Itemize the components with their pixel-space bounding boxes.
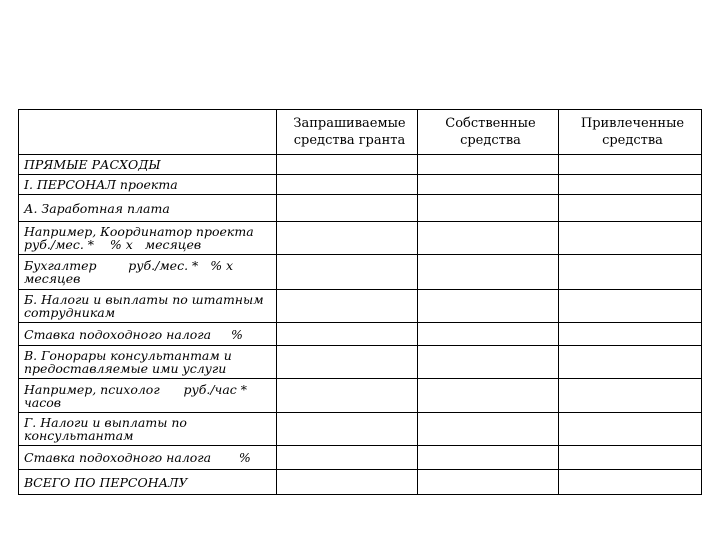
table-row (19, 195, 702, 222)
row-label-accountant: Бухгалтер руб./мес. * % х месяцев (19, 255, 277, 290)
attracted-cell[interactable] (559, 255, 702, 290)
row-label-coordinator: Например, Координатор проекта руб./мес. * % х месяцев (19, 222, 277, 255)
own-cell[interactable] (418, 379, 559, 413)
grant-cell[interactable] (277, 222, 418, 255)
attracted-cell[interactable] (559, 222, 702, 255)
table-row (19, 323, 702, 346)
header-row (19, 110, 702, 155)
row-label-personnel: I. ПЕРСОНАЛ проекта (19, 175, 277, 195)
own-cell[interactable] (418, 446, 559, 470)
budget-table (18, 109, 702, 495)
attracted-cell[interactable] (559, 195, 702, 222)
grant-cell[interactable] (277, 323, 418, 346)
row-label-direct-costs: ПРЯМЫЕ РАСХОДЫ (19, 155, 277, 175)
grant-cell[interactable] (277, 379, 418, 413)
header-cell-label (19, 110, 277, 155)
grant-cell[interactable] (277, 446, 418, 470)
grant-cell[interactable] (277, 175, 418, 195)
grant-cell[interactable] (277, 290, 418, 323)
attracted-cell[interactable] (559, 290, 702, 323)
table-row (19, 222, 702, 255)
table-row (19, 446, 702, 470)
grant-cell[interactable] (277, 413, 418, 446)
grant-cell[interactable] (277, 470, 418, 495)
row-label-consultant-taxes: Г. Налоги и выплаты по консультантам (19, 413, 277, 446)
own-cell[interactable] (418, 195, 559, 222)
table-row (19, 290, 702, 323)
grant-cell[interactable] (277, 155, 418, 175)
attracted-cell[interactable] (559, 346, 702, 379)
header-cell-own-funds: Собственные средства (418, 110, 559, 155)
attracted-cell[interactable] (559, 155, 702, 175)
row-label-salary: А. Заработная плата (19, 195, 277, 222)
row-label-consultant-fees: В. Гонорары консультантам и предоставляемые ими услуги (19, 346, 277, 379)
header-cell-grant-funds: Запрашиваемые средства гранта (277, 110, 418, 155)
attracted-cell[interactable] (559, 413, 702, 446)
table-row (19, 470, 702, 495)
own-cell[interactable] (418, 470, 559, 495)
row-label-income-tax-rate-consultants: Ставка подоходного налога % (19, 446, 277, 470)
attracted-cell[interactable] (559, 446, 702, 470)
row-label-staff-taxes: Б. Налоги и выплаты по штатным сотрудникам (19, 290, 277, 323)
table-row (19, 155, 702, 175)
row-label-psychologist: Например, психолог руб./час * часов (19, 379, 277, 413)
budget-table-container (18, 109, 702, 495)
attracted-cell[interactable] (559, 175, 702, 195)
grant-cell[interactable] (277, 255, 418, 290)
own-cell[interactable] (418, 290, 559, 323)
table-row (19, 413, 702, 446)
row-label-total-personnel: ВСЕГО ПО ПЕРСОНАЛУ (19, 470, 277, 495)
table-row (19, 346, 702, 379)
grant-cell[interactable] (277, 346, 418, 379)
table-row (19, 175, 702, 195)
row-label-income-tax-rate: Ставка подоходного налога % (19, 323, 277, 346)
table-row (19, 255, 702, 290)
own-cell[interactable] (418, 346, 559, 379)
own-cell[interactable] (418, 255, 559, 290)
grant-cell[interactable] (277, 195, 418, 222)
attracted-cell[interactable] (559, 470, 702, 495)
own-cell[interactable] (418, 155, 559, 175)
own-cell[interactable] (418, 413, 559, 446)
table-row (19, 379, 702, 413)
own-cell[interactable] (418, 222, 559, 255)
own-cell[interactable] (418, 175, 559, 195)
header-cell-attracted-funds: Привлеченные средства (559, 110, 702, 155)
attracted-cell[interactable] (559, 323, 702, 346)
attracted-cell[interactable] (559, 379, 702, 413)
own-cell[interactable] (418, 323, 559, 346)
